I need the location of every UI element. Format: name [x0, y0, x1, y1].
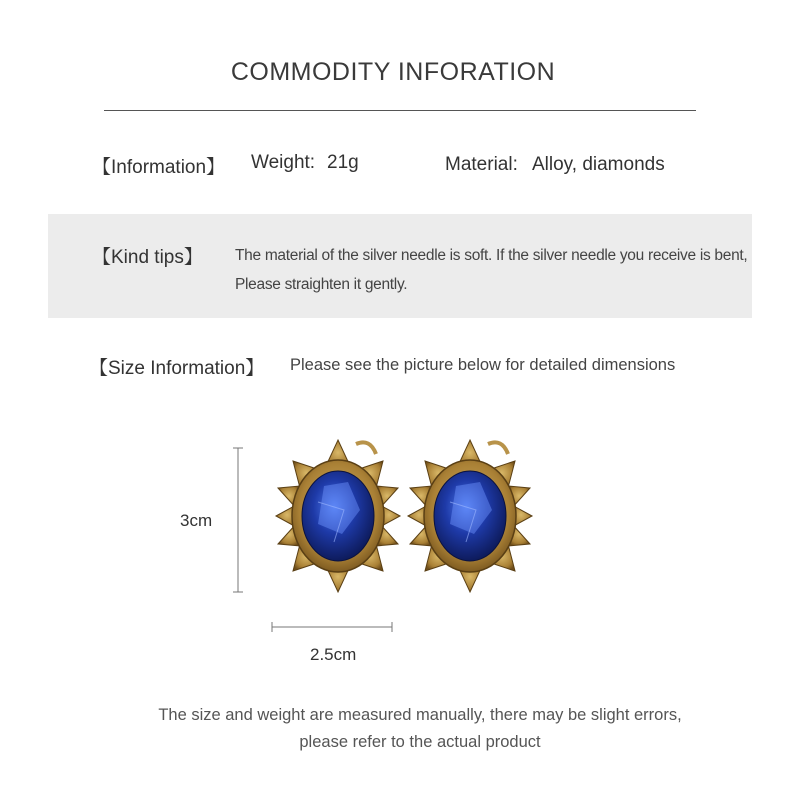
weight-value: 21g [327, 152, 359, 173]
kind-tips-label: 【Kind tips】 [92, 247, 203, 268]
disclaimer-line-1: The size and weight are measured manually, there may be slight errors, [158, 706, 682, 724]
height-dimension-label: 3cm [180, 511, 213, 530]
earring-left-image [276, 440, 400, 592]
material-value: Alloy, diamonds [532, 154, 665, 175]
material-label: Material: [445, 154, 518, 175]
disclaimer-line-2: please refer to the actual product [299, 733, 541, 751]
kind-tips-line-1: The material of the silver needle is soft. If the silver needle you receive is bent, [235, 247, 748, 264]
weight-label: Weight: [251, 152, 316, 173]
measurement-disclaimer [100, 702, 740, 756]
size-information-note: Please see the picture below for detailed dimensions [290, 356, 676, 374]
height-dimension-line [233, 448, 243, 592]
kind-tips-line-2: Please straighten it gently. [235, 276, 408, 293]
size-information-label: 【Size Information】 [89, 358, 265, 379]
earrings-dimension-figure [160, 420, 580, 660]
earring-right-image [408, 440, 532, 592]
information-label: 【Information】 [92, 157, 226, 178]
width-dimension-line [272, 622, 392, 632]
page-title: COMMODITY INFORATION [230, 58, 556, 86]
kind-tips-text [235, 241, 748, 299]
title-divider [104, 110, 696, 111]
width-dimension-label: 2.5cm [310, 645, 357, 664]
